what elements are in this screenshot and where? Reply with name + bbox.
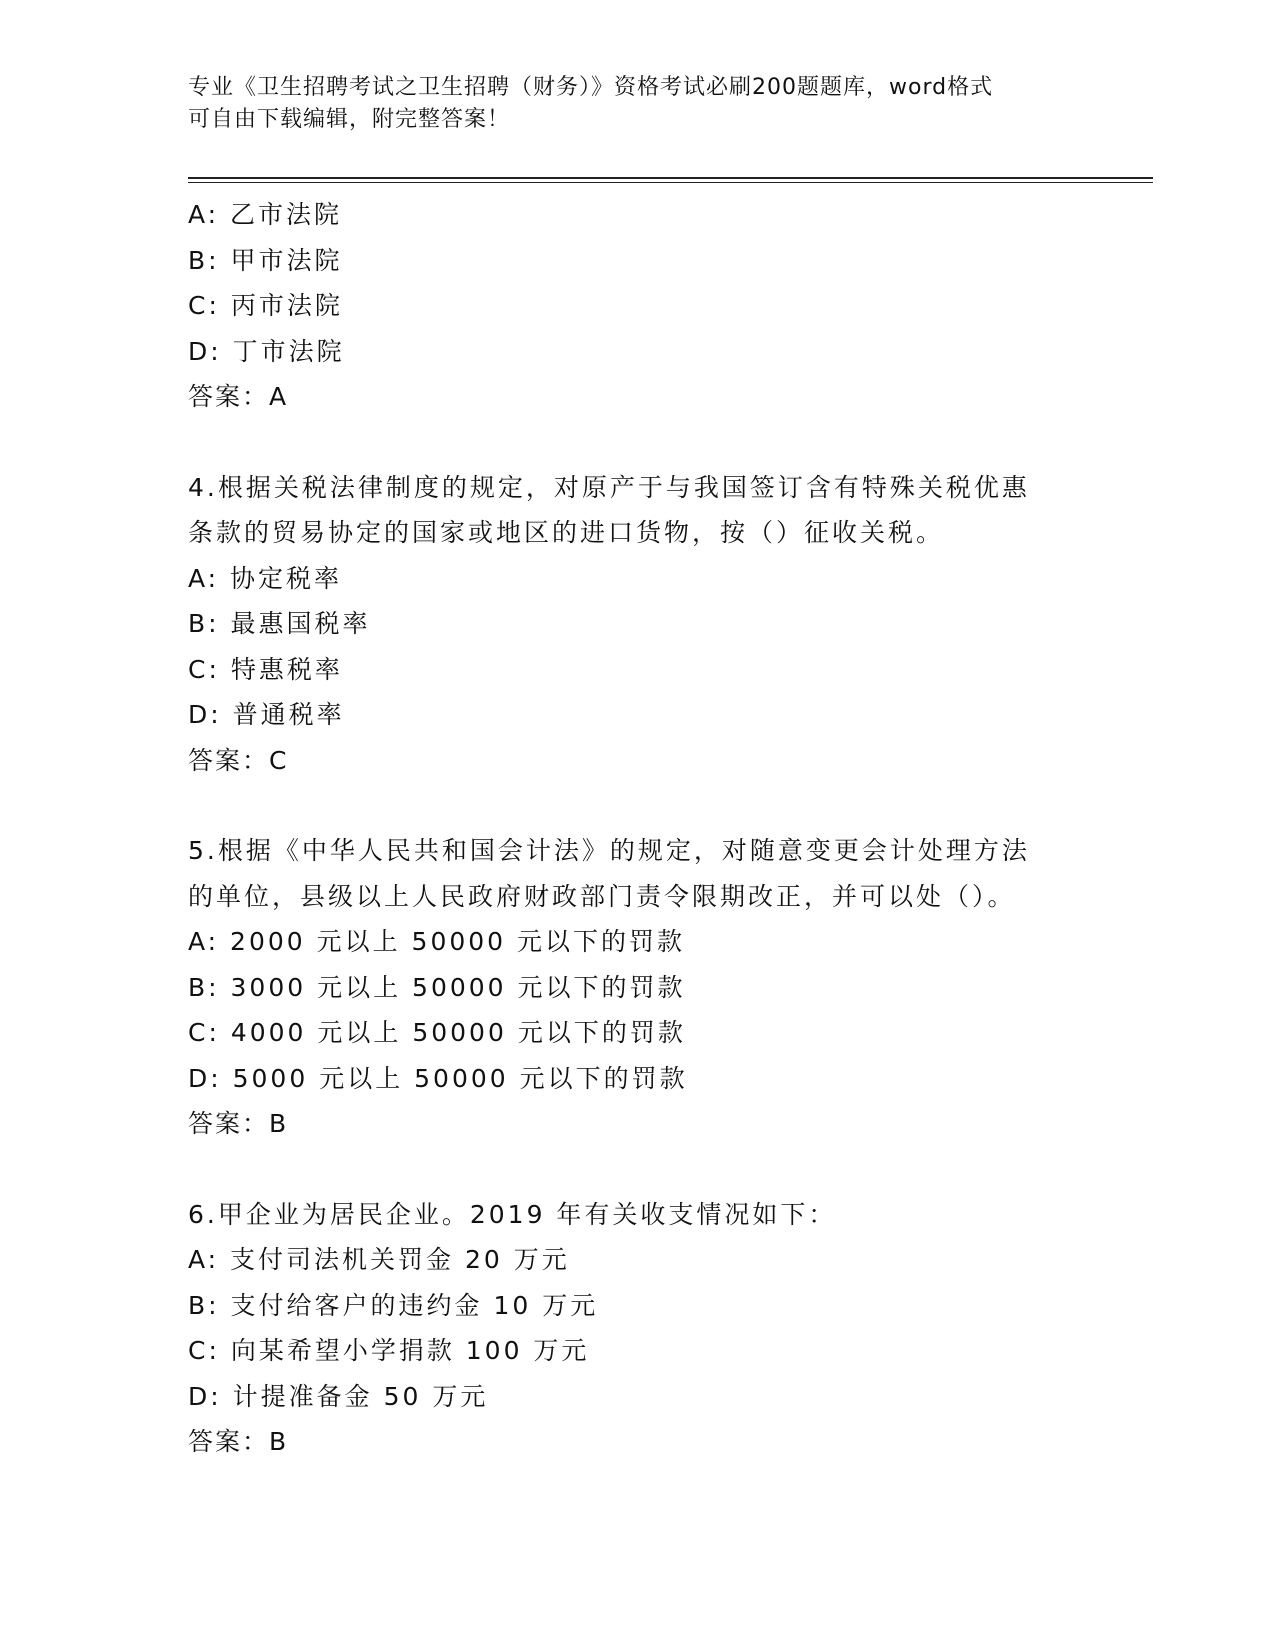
question-stem-line: 6.甲企业为居民企业。2019 年有关收支情况如下： [188, 1199, 837, 1229]
question-stem-line: 条款的贸易协定的国家或地区的进口货物，按（）征收关税。 [188, 518, 945, 547]
option-b: B: 甲市法院 [188, 245, 343, 275]
document-header [188, 72, 1068, 136]
option-b: B: 支付给客户的违约金 10 万元 [188, 1290, 599, 1320]
option-b: B: 最惠国税率 [188, 609, 371, 638]
header-rule-thin [188, 182, 1153, 183]
answer-line: 答案：B [188, 1109, 289, 1138]
question-block-3 [188, 192, 1088, 420]
answer-line: 答案：B [188, 1427, 289, 1456]
question-gap [188, 420, 1088, 465]
option-c: C: 特惠税率 [188, 654, 343, 684]
question-stem-line: 的单位，县级以上人民政府财政部门责令限期改正，并可以处（）。 [188, 881, 1016, 911]
option-a: A: 支付司法机关罚金 20 万元 [188, 1245, 570, 1274]
header-rule-thick [188, 177, 1153, 179]
header-line-1: 专业《卫生招聘考试之卫生招聘（财务）》资格考试必刷200题题库，word格式 [188, 75, 994, 100]
question-block-4 [188, 465, 1088, 784]
question-gap [188, 1147, 1088, 1192]
option-c: C: 丙市法院 [188, 291, 343, 320]
question-stem-line: 4.根据关税法律制度的规定，对原产于与我国签订含有特殊关税优惠 [188, 472, 1030, 502]
option-d: D: 普通税率 [188, 700, 345, 729]
question-stem-line: 5.根据《中华人民共和国会计法》的规定，对随意变更会计处理方法 [188, 836, 1030, 865]
option-d: D: 丁市法院 [188, 336, 345, 366]
option-b: B: 3000 元以上 50000 元以下的罚款 [188, 972, 686, 1002]
option-d: D: 计提准备金 50 万元 [188, 1381, 489, 1411]
question-block-5 [188, 828, 1088, 1147]
option-c: C: 4000 元以上 50000 元以下的罚款 [188, 1018, 686, 1047]
option-a: A: 2000 元以上 50000 元以下的罚款 [188, 927, 686, 956]
option-a: A: 乙市法院 [188, 200, 343, 229]
option-d: D: 5000 元以上 50000 元以下的罚款 [188, 1063, 688, 1093]
option-a: A: 协定税率 [188, 563, 343, 593]
question-list [188, 192, 1088, 1465]
answer-line: 答案：C [188, 745, 289, 775]
question-gap [188, 783, 1088, 828]
header-line-2: 可自由下载编辑，附完整答案！ [188, 107, 511, 132]
answer-line: 答案：A [188, 382, 289, 411]
question-block-6 [188, 1192, 1088, 1465]
option-c: C: 向某希望小学捐款 100 万元 [188, 1336, 590, 1365]
